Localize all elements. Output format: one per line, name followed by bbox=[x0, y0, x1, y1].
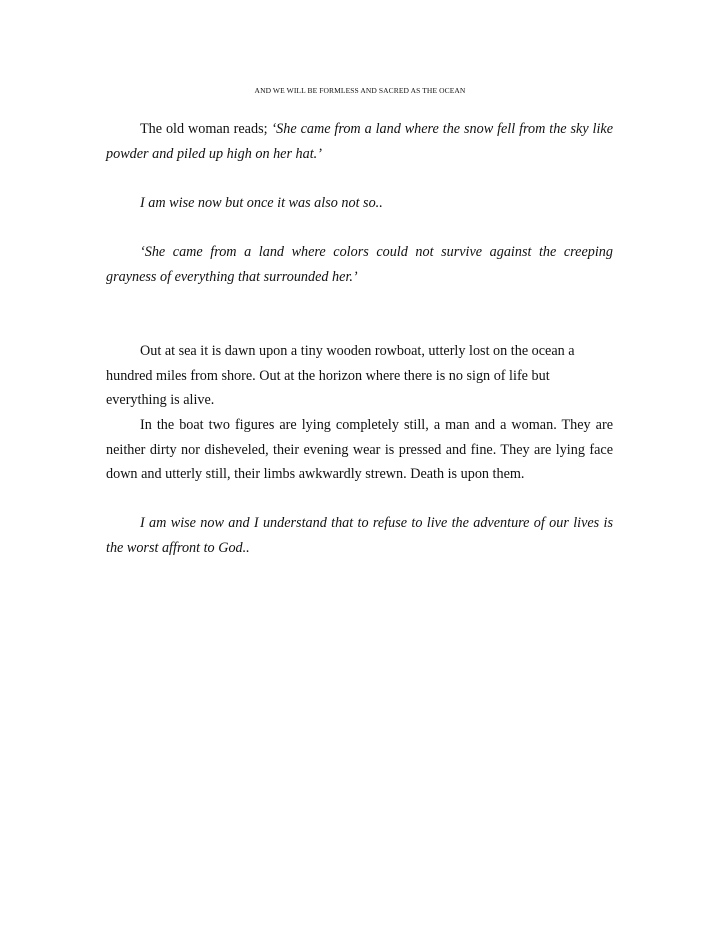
paragraph-colors-quote: ‘She came from a land where colors could not survive against the creeping grayness of everything that surrounded her.’ bbox=[106, 244, 613, 285]
quoted-italic-text: ‘She came from a land where the snow fell from the sky like powder and piled up high on her hat.’ bbox=[106, 121, 614, 162]
paragraph-plain-text: The old woman reads; bbox=[140, 121, 272, 137]
paragraph-adventure-of-lives: I am wise now and I understand that to refuse to live the adventure of our lives is the worst affront to God.. bbox=[106, 515, 613, 556]
paragraph-two-figures: In the boat two figures are lying completely still, a man and a woman. They are neither dirty nor disheveled, their evening wear is pressed and fine. They are lying face down and utterly still, their limbs awkwardly strewn. Death is upon them. bbox=[106, 417, 613, 482]
paragraph-old-woman-reads bbox=[106, 117, 613, 166]
paragraph-out-at-sea: Out at sea it is dawn upon a tiny wooden rowboat, utterly lost on the ocean a hundred miles from shore. Out at the horizon where there is no sign of life but everything is alive. bbox=[106, 343, 575, 408]
running-header: AND WE WILL BE FORMLESS AND SACRED AS THE OCEAN bbox=[254, 86, 466, 95]
paragraph-wise-now: I am wise now but once it was also not so.. bbox=[140, 195, 383, 211]
